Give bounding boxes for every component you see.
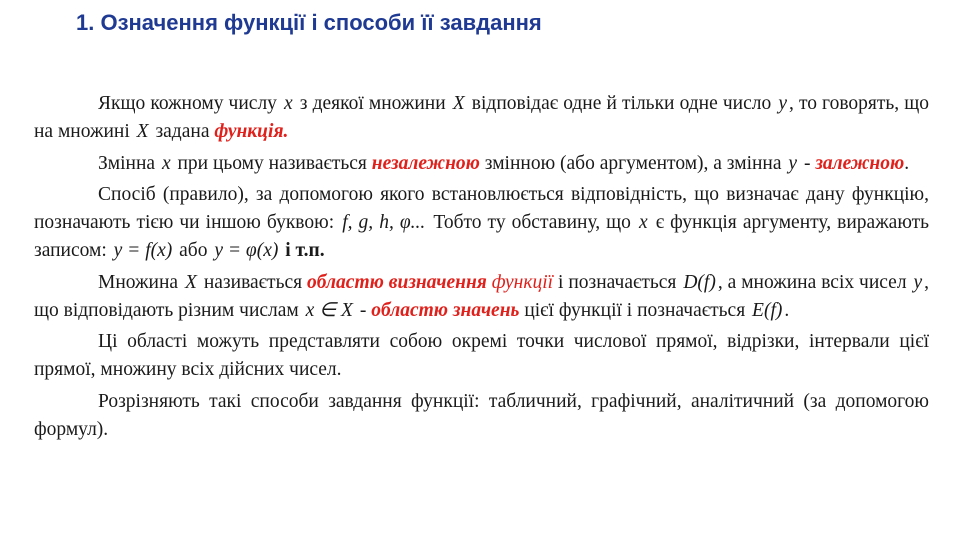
- slide-title: 1. Означення функції і способи її завдання: [76, 10, 542, 35]
- math-y-equals-f-x: y = f(x): [113, 239, 173, 261]
- math-E-f: E(f): [752, 299, 783, 321]
- text: Змінна: [98, 152, 156, 174]
- text: -: [803, 152, 811, 174]
- text: і позначається: [557, 271, 677, 293]
- text: відповідає одне й тільки одне число: [471, 93, 772, 114]
- math-function-letters: f, g, h, φ...: [342, 212, 426, 234]
- math-X: X: [136, 120, 149, 142]
- text: .: [904, 152, 910, 174]
- paragraph-domain-range: [34, 269, 929, 325]
- text: змінною (або аргументом), а змінна: [484, 152, 782, 174]
- paragraph-notation: [34, 181, 929, 264]
- paragraph-variables: [34, 150, 929, 178]
- text: Множина: [98, 271, 179, 293]
- math-x-in-X: x ∈ X: [305, 299, 353, 321]
- text: Якщо кожному числу: [98, 93, 277, 114]
- math-y: y: [913, 271, 923, 293]
- text: , що відповідають різним числам: [34, 271, 930, 321]
- text: або: [179, 239, 208, 261]
- text: задана: [155, 120, 210, 142]
- math-y: y: [788, 152, 798, 174]
- text: є функція аргументу, виражають записом:: [34, 212, 930, 261]
- paragraph-regions: [34, 328, 929, 384]
- text: називається: [203, 271, 303, 293]
- text: Ці області можуть представляти собою окремі точки числової прямої, відрізки, інтервали цієї прямої, множину всіх дійсних чисел.: [34, 331, 929, 381]
- math-X: X: [452, 93, 465, 114]
- paragraph-methods: [34, 388, 929, 444]
- term-domain: областю визначення: [307, 271, 487, 293]
- math-X: X: [184, 271, 197, 293]
- text: з деякої множини: [299, 93, 446, 114]
- math-x: x: [639, 212, 648, 234]
- slide-body: [34, 90, 929, 448]
- math-D-f: D(f): [683, 271, 716, 293]
- term-independent: незалежною: [371, 152, 480, 174]
- term-range: областю значень: [371, 299, 520, 321]
- text: і т.п.: [285, 239, 325, 261]
- term-function-word: функції: [491, 271, 554, 293]
- text: , то говорять, що на множині: [34, 93, 930, 142]
- math-x: x: [284, 93, 293, 114]
- text: Розрізняють такі способи завдання функції: табличний, графічний, аналітичний (за допомогою формул).: [34, 390, 929, 440]
- text: цієї функції і позначається: [524, 299, 746, 321]
- text: при цьому називається: [177, 152, 367, 174]
- math-x: x: [161, 152, 171, 174]
- text: .: [784, 299, 790, 321]
- term-dependent: залежною: [815, 152, 905, 174]
- math-y-equals-phi-x: y = φ(x): [214, 239, 279, 261]
- math-y: y: [778, 93, 787, 114]
- text: -: [359, 299, 367, 321]
- text: Спосіб (правило), за допомогою якого встановлюється відповідність, що визначає дану функцію, позначають тією чи іншою буквою:: [34, 184, 929, 234]
- text: , а множина всіх чисел: [717, 271, 907, 293]
- term-function: функція.: [214, 120, 289, 142]
- paragraph-function-definition: [34, 90, 929, 146]
- text: Тобто ту обставину, що: [433, 212, 631, 234]
